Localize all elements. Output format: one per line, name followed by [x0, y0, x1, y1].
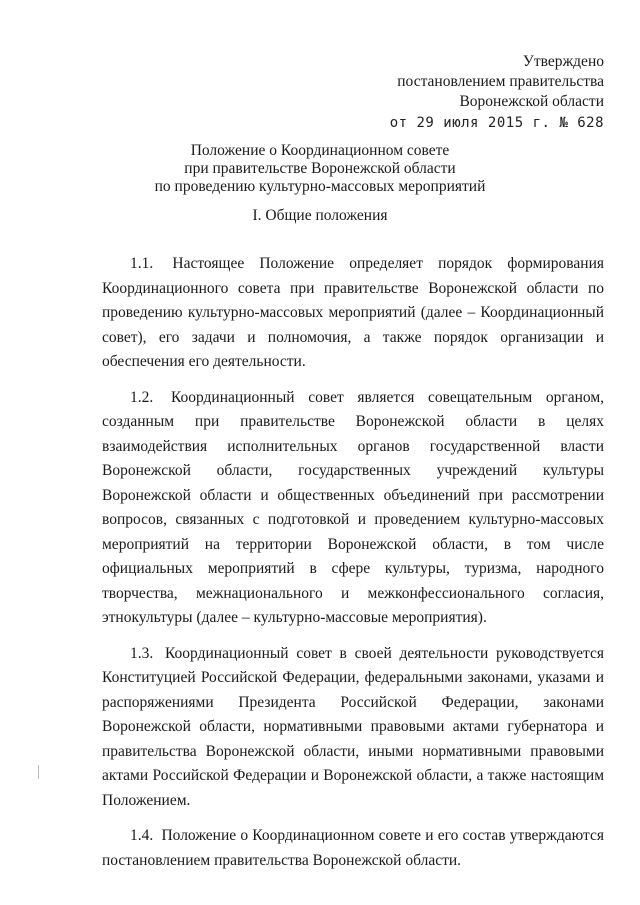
- paragraph-1-4: [102, 824, 604, 873]
- paragraph-1-1: [102, 252, 604, 375]
- paragraph-text: Координационный совет в своей деятельности руководствуется Конституцией Российской Федерации, федеральными законами, указами и распоряжениями Президента Российской Федерации, законами Воронежской области, нормативными правовыми актами губернатора и правительства Воронежской области, иными нормативными правовыми актами Российской Федерации и Воронежской области, а также настоящим Положением.: [102, 644, 605, 809]
- paragraph-text: Настоящее Положение определяет порядок формирования Координационного совета при правительстве Воронежской области по проведению культурно-массовых мероприятий (далее – Координационный совет), его задачи и полномочия, а также порядок организации и обеспечения его деятельности.: [102, 255, 604, 370]
- resolution-date-number: от 29 июля 2015 г. № 628: [389, 115, 604, 131]
- approval-line-2: постановлением правительства: [397, 73, 604, 90]
- approval-line-3: Воронежской области: [459, 93, 604, 110]
- document-body: [102, 252, 604, 884]
- title-line-2: при правительстве Воронежской области: [184, 160, 456, 177]
- paragraph-number: 1.4.: [130, 827, 154, 844]
- section-heading: I. Общие положения: [252, 207, 388, 224]
- paragraph-text: Координационный совет является совещательным органом, созданным при правительстве Воронежской области в целях взаимодействия исполнительных органов государственной власти Воронежской области, государственных учреждений культуры Воронежской области и общественных объединений при рассмотрении вопросов, связанных с подготовкой и проведением культурно-массовых мероприятий на территории Воронежской области, в том числе официальных мероприятий в сфере культуры, туризма, народного творчества, межнационального и межконфессионального согласия, этнокультуры (далее – культурно-массовые мероприятия).: [102, 388, 605, 626]
- paragraph-number: 1.2.: [130, 388, 154, 406]
- paragraph-1-3: [102, 642, 604, 814]
- paragraph-text: Положение о Координационном совете и его состав утверждаются постановлением правительства Воронежской области.: [102, 827, 604, 869]
- approval-stamp: [397, 52, 604, 112]
- title-line-1: Положение о Координационном совете: [190, 142, 450, 159]
- approval-line-1: Утверждено: [522, 53, 604, 70]
- paragraph-number: 1.3.: [130, 644, 154, 662]
- paragraph-1-2: [102, 386, 604, 631]
- scan-margin-mark: [38, 765, 39, 779]
- paragraph-number: 1.1.: [130, 255, 154, 272]
- document-title: [0, 142, 640, 196]
- title-line-3: по проведению культурно-массовых мероприятий: [154, 178, 486, 195]
